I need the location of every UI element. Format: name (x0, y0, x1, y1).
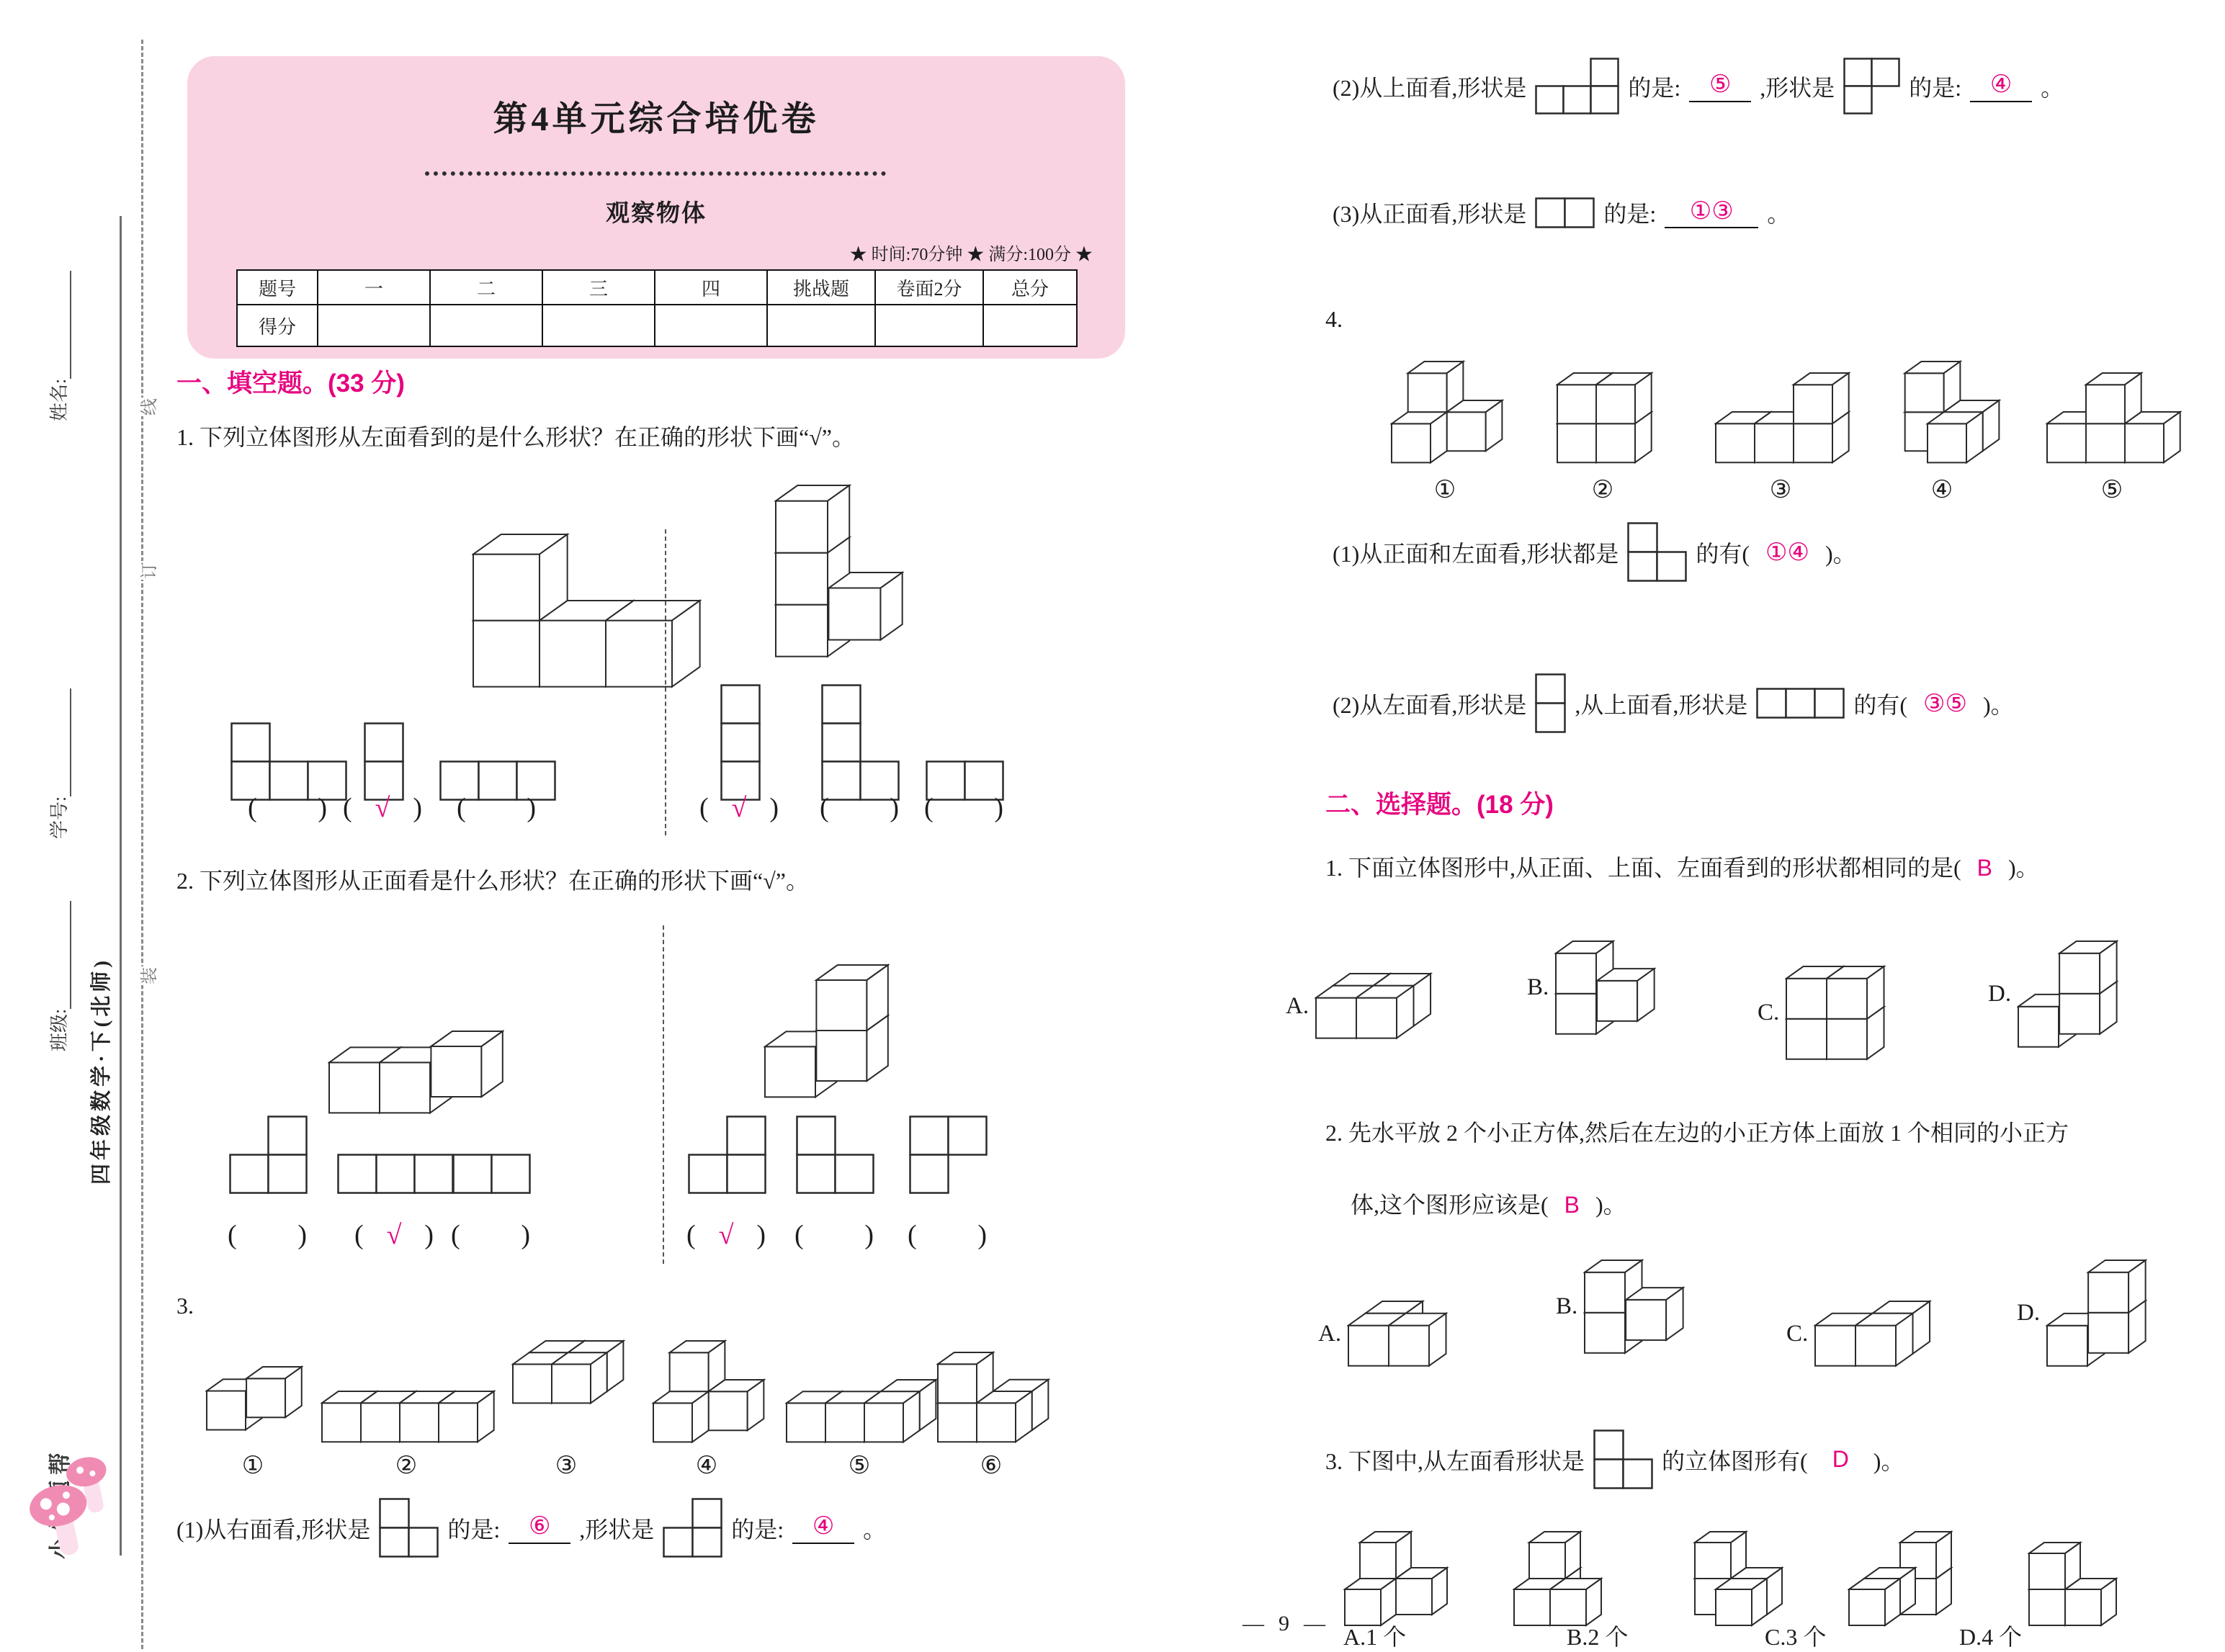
margin-book-title: 四年级数学·下(北师) (90, 957, 113, 1185)
q4-label-3: ③ (1769, 477, 1792, 503)
q1-left-answer-2: ( √ ) (343, 793, 422, 823)
q3-part2-row (1333, 58, 2064, 115)
q2-text: 2. 下列立体图形从正面看是什么形状？在正确的形状下画“√”。 (176, 868, 809, 894)
q1-left-solid-figure (472, 533, 702, 688)
test-subtitle: 观察物体 (606, 201, 707, 227)
q3-part1-answer-2: ④ (792, 1512, 854, 1544)
choice3-text: )。 (1873, 1447, 1904, 1474)
choice1-figure-c (1785, 965, 1886, 1061)
score-col-header: 总分 (983, 270, 1077, 305)
q4-part2-text: 的有( (1853, 691, 1908, 718)
q3-label-4: ④ (695, 1453, 718, 1479)
choice3-option-a: A.1 个 (1343, 1624, 1407, 1650)
q3-part3-text: 的是: (1603, 201, 1657, 227)
score-cell-empty (655, 305, 767, 346)
page-number-value: 9 (1279, 1612, 1289, 1635)
q3-part1-row (176, 1498, 886, 1558)
score-col-header: 挑战题 (767, 270, 875, 305)
margin-id-label: 学号: (49, 796, 70, 839)
margin-id-blank (53, 688, 71, 796)
q3-part1-shape-2 (663, 1498, 722, 1558)
q1-left-option-1 (230, 722, 347, 801)
section2-title: 二、选择题。(18 分) (1325, 791, 1554, 819)
q1-text: 1. 下列立体图形从左面看到的是什么形状？在正确的形状下画“√”。 (176, 424, 855, 450)
score-cell-empty (767, 305, 875, 346)
score-col-header: 三 (542, 270, 655, 305)
q1-right-option-2 (821, 684, 900, 801)
page-number (1243, 1612, 1325, 1636)
choice2-answer: B (1564, 1192, 1580, 1218)
choice3-option-c: C.3 个 (1765, 1624, 1827, 1650)
q2-right-option-3 (909, 1115, 988, 1194)
test-title: 第4单元综合培优卷 (493, 100, 820, 138)
choice3-figure-1 (1343, 1530, 1449, 1627)
q3-label-6: ⑥ (980, 1453, 1003, 1479)
choice2-text-line1: 2. 先水平放 2 个小正方体,然后在左边的小正方体上面放 1 个相同的小正方 (1325, 1120, 2069, 1146)
margin-name-blank (53, 271, 71, 379)
score-col-header: 二 (430, 270, 542, 305)
q1-right-answer-3: ( ) (924, 793, 1003, 823)
q2-left-solid-figure (328, 1030, 504, 1115)
choice1-option-b: B. (1527, 940, 1656, 1036)
q4-part1-row (1333, 522, 1856, 582)
q4-part2-row (1333, 673, 2014, 733)
q4-figure-2 (1556, 372, 1653, 464)
q1-right-answer-1: ( √ ) (699, 793, 779, 823)
q3-part2-text: 的是: (1909, 74, 1962, 101)
q4-label-1: ① (1433, 477, 1456, 503)
choice3-figure-4 (1848, 1530, 1953, 1627)
choice2-figure-d (2046, 1259, 2147, 1368)
q4-part2-answer: ③⑤ (1923, 690, 1967, 717)
choice2-text-line2: 体,这个图形应该是( B )。 (1351, 1192, 1626, 1218)
q4-figure-1 (1390, 360, 1504, 464)
choice1-option-d: D. (1988, 940, 2118, 1049)
q2-right-option-2 (796, 1115, 874, 1194)
choice1-option-a: A. (1286, 972, 1433, 1040)
choice1-figure-a (1315, 972, 1433, 1040)
binding-dashed-line (141, 40, 143, 1649)
q3-part2-text: ,形状是 (1760, 74, 1835, 101)
binding-char-ding: 订 (133, 561, 162, 580)
q3-part1-shape-1 (379, 1498, 439, 1558)
q2-right-answer-3: ( ) (908, 1220, 987, 1250)
q3-label-2: ② (395, 1453, 418, 1479)
q4-number: 4. (1325, 306, 1343, 332)
q4-figure-3 (1714, 372, 1850, 464)
q3-figure-2 (321, 1390, 496, 1444)
q2-divider (663, 925, 664, 1264)
margin-name-label: 姓名: (49, 378, 70, 421)
choice3-row (1325, 1429, 1904, 1489)
choice1-option-c: C. (1758, 965, 1886, 1061)
margin-id-field (45, 688, 71, 839)
q3-part3-answer: ①③ (1665, 197, 1758, 229)
q4-part1-shape (1627, 522, 1687, 582)
score-cell-empty (875, 305, 983, 346)
q2-left-option-3 (452, 1154, 531, 1194)
q2-right-answer-2: ( ) (794, 1220, 874, 1250)
choice2-figure-a (1347, 1300, 1448, 1368)
q3-part2-text: 的是: (1628, 74, 1681, 101)
choice3-shape (1593, 1429, 1653, 1489)
score-col-header: 题号 (237, 270, 318, 305)
q3-part3-row (1333, 196, 1790, 229)
q1-right-solid-figure (774, 484, 904, 658)
q4-figure-4 (1887, 360, 2001, 464)
q3-figure-6 (936, 1351, 1050, 1444)
q4-label-2: ② (1591, 477, 1614, 503)
q4-part2-shape-2 (1756, 688, 1845, 719)
margin-class-field (45, 901, 71, 1051)
score-col-header: 一 (318, 270, 430, 305)
score-table (236, 269, 1078, 347)
q3-part2-answer-2: ④ (1970, 70, 2032, 102)
q3-part2-answer-1: ⑤ (1689, 70, 1751, 102)
section1-title: 一、填空题。(33 分) (176, 369, 405, 398)
q4-figure-5 (2046, 372, 2182, 464)
q4-label-5: ⑤ (2100, 477, 2123, 503)
margin-name-field (45, 271, 71, 421)
q4-part2-text: ,从上面看,形状是 (1575, 691, 1748, 718)
q3-part1-text: 的是: (731, 1516, 784, 1543)
q3-figure-4 (652, 1339, 766, 1444)
score-cell-empty (983, 305, 1077, 346)
q2-left-answer-3: ( ) (451, 1220, 530, 1250)
score-cell-empty (318, 305, 430, 346)
footer-dash: — (1243, 1612, 1264, 1635)
q1-right-option-1 (720, 684, 761, 801)
q4-label-4: ④ (1930, 477, 1953, 503)
choice2-option-b: B. (1556, 1259, 1685, 1355)
choice1-figure-b (1554, 940, 1656, 1036)
q1-right-answer-2: ( ) (820, 793, 899, 823)
q2-right-answer-1: ( √ ) (686, 1220, 766, 1250)
q2-right-solid-figure (764, 964, 890, 1099)
choice3-option-b: B.2 个 (1567, 1624, 1629, 1650)
q3-part1-answer-1: ⑥ (509, 1512, 570, 1544)
q1-left-answer-3: ( ) (457, 793, 536, 823)
margin-class-blank (53, 901, 71, 1009)
q2-right-option-1 (688, 1115, 766, 1194)
q2-left-answer-1: ( ) (228, 1220, 307, 1250)
q3-figure-3 (511, 1339, 625, 1405)
score-cell-empty (542, 305, 655, 346)
score-row-label: 得分 (237, 305, 318, 346)
q1-divider (665, 529, 666, 835)
choice3-text: 3. 下图中,从左面看形状是 (1325, 1447, 1585, 1474)
choice1-answer: B (1976, 855, 1993, 881)
q4-part2-shape-1 (1535, 673, 1566, 733)
footer-dash: — (1304, 1612, 1325, 1635)
q3-part2-text: (2)从上面看,形状是 (1333, 74, 1527, 101)
choice1-figure-d (2017, 940, 2118, 1049)
q2-left-answer-2: ( √ ) (354, 1220, 434, 1250)
q3-label-3: ③ (555, 1453, 578, 1479)
binding-char-zhuang: 装 (133, 966, 162, 985)
choice3-figure-2 (1513, 1530, 1603, 1627)
title-dotted-rule (425, 171, 886, 176)
q2-left-option-1 (229, 1115, 308, 1194)
q3-figure-5 (785, 1378, 938, 1444)
choice2-option-c: C. (1786, 1300, 1932, 1368)
choice1-text: 1. 下面立体图形中,从正面、上面、左面看到的形状都相同的是( B )。 (1325, 855, 2039, 881)
choice3-figure-5 (2028, 1541, 2118, 1627)
q3-part2-shape-2 (1843, 58, 1900, 115)
q3-part1-text: 。 (863, 1516, 887, 1543)
choice3-text: 的立体图形有( (1662, 1447, 1808, 1474)
q4-part1-text: (1)从正面和左面看,形状都是 (1333, 540, 1619, 567)
choice2-figure-c (1814, 1300, 1932, 1368)
q3-number: 3. (176, 1293, 194, 1319)
q2-left-option-2 (337, 1154, 454, 1194)
q3-part1-text: (1)从右面看,形状是 (176, 1516, 371, 1543)
time-score-meta: ★ 时间:70分钟 ★ 满分:100分 ★ (849, 246, 1093, 264)
right-page (1210, 0, 2225, 1651)
score-col-header: 四 (655, 270, 767, 305)
q1-left-answer-1: ( ) (248, 793, 327, 823)
q4-part1-text: 的有( (1696, 540, 1750, 567)
q3-figure-1 (205, 1365, 303, 1432)
q3-part3-shape (1535, 197, 1595, 228)
q3-label-5: ⑤ (848, 1453, 871, 1479)
q3-part3-text: 。 (1767, 201, 1791, 227)
mushroom-logo-icon (22, 1451, 124, 1566)
q4-part2-text: (2)从左面看,形状是 (1333, 691, 1527, 718)
score-col-header: 卷面2分 (875, 270, 983, 305)
choice2-option-a: A. (1318, 1300, 1448, 1368)
q3-part1-text: ,形状是 (579, 1516, 655, 1543)
test-header-box (187, 56, 1125, 359)
left-page (166, 0, 1145, 1651)
q4-part1-text: )。 (1825, 540, 1856, 567)
binding-char-xian: 线 (133, 398, 162, 416)
choice3-figure-3 (1678, 1530, 1783, 1627)
q3-part2-shape-1 (1535, 58, 1619, 115)
score-cell-empty (430, 305, 542, 346)
choice3-answer: D (1832, 1446, 1849, 1472)
margin-solid-line (120, 216, 122, 1556)
margin-class-label: 班级: (49, 1008, 70, 1051)
choice3-option-d: D.4 个 (1959, 1624, 2023, 1650)
choice2-figure-b (1583, 1259, 1685, 1355)
q3-label-1: ① (241, 1453, 264, 1479)
q1-left-option-2 (364, 722, 404, 801)
q3-part3-text: (3)从正面看,形状是 (1333, 201, 1527, 227)
q3-part2-text: 。 (2041, 74, 2064, 101)
q3-part1-text: 的是: (447, 1516, 501, 1543)
choice2-option-d: D. (2017, 1259, 2147, 1368)
q4-part1-answer: ①④ (1765, 539, 1809, 566)
q4-part2-text: )。 (1982, 691, 2014, 718)
